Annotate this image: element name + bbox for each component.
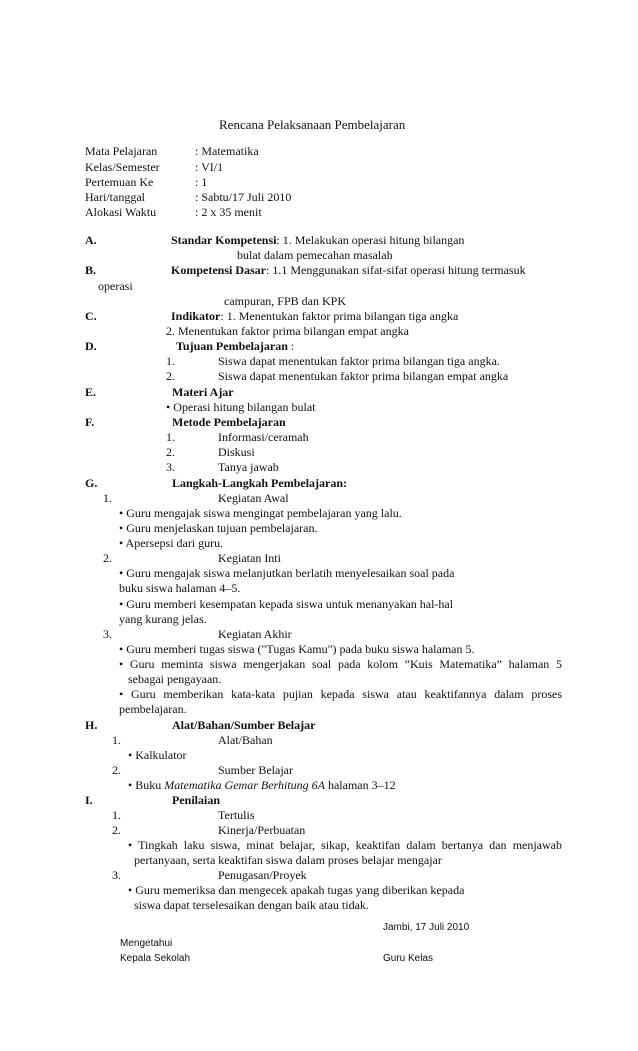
section-g-sub-2: Kegiatan Inti — [218, 551, 281, 565]
date-value: : Sabtu/17 Juli 2010 — [195, 190, 292, 204]
section-f-num-2: 2. — [166, 445, 175, 459]
time-label: Alokasi Waktu — [85, 205, 157, 219]
section-i-sub-2: Kinerja/Perbuatan — [218, 823, 306, 837]
principal-label: Kepala Sekolah — [120, 953, 191, 964]
section-f-item-3: Tanya jawab — [218, 460, 279, 474]
section-f-num-3: 3. — [166, 460, 175, 474]
section-i-sub-1: Tertulis — [218, 808, 255, 822]
section-h-num-2: 2. — [112, 763, 121, 777]
section-h-heading: Alat/Bahan/Sumber Belajar — [172, 718, 316, 732]
section-c-text-2: 2. Menentukan faktor prima bilangan empat angka — [166, 324, 409, 338]
section-g-3d: • Guru memberikan kata-kata pujian kepada siswa atau keaktifannya dalam proses — [119, 687, 562, 701]
class-label: Kelas/Semester — [85, 160, 160, 174]
section-g-2c: • Guru memberi kesempatan kepada siswa untuk menanyakan hal-hal — [119, 597, 454, 611]
section-f-item-2: Diskusi — [218, 445, 255, 459]
book-title: Matematika Gemar Berhitung 6A — [164, 778, 325, 792]
section-a-letter: A. — [85, 233, 97, 247]
section-d-letter: D. — [85, 339, 97, 353]
section-i-heading: Penilaian — [172, 793, 221, 807]
section-i-num-1: 1. — [112, 808, 121, 822]
acknowledged-label: Mengetahui — [120, 938, 173, 949]
time-value: : 2 x 35 menit — [195, 205, 262, 219]
section-f-heading: Metode Pembelajaran — [172, 415, 286, 429]
section-g-3a: • Guru memberi tugas siswa ("Tugas Kamu") pada buku siswa halaman 5. — [119, 642, 475, 656]
section-i-letter: I. — [85, 793, 93, 807]
place-date: Jambi, 17 Juli 2010 — [383, 922, 470, 933]
section-g-num-1: 1. — [103, 491, 112, 505]
section-g-2d: yang kurang jelas. — [119, 612, 207, 626]
section-e-letter: E. — [85, 385, 97, 399]
section-f-letter: F. — [85, 415, 95, 429]
section-g-2b: buku siswa halaman 4–5. — [119, 581, 241, 595]
section-i-sub-3: Penugasan/Proyek — [218, 868, 307, 882]
date-label: Hari/tanggal — [85, 190, 145, 204]
section-g-sub-1: Kegiatan Awal — [218, 491, 289, 505]
section-b-heading: Kompetensi Dasar — [171, 263, 266, 277]
section-c-heading: Indikator — [171, 309, 221, 323]
section-d-item-1: Siswa dapat menentukan faktor prima bilangan tiga angka. — [218, 354, 500, 368]
section-g-heading: Langkah-Langkah Pembelajaran: — [172, 476, 348, 490]
section-f-num-1: 1. — [166, 430, 175, 444]
section-a-line — [171, 233, 464, 247]
section-d-line — [176, 339, 294, 353]
section-i-3a: • Guru memeriksa dan mengecek apakah tugas yang diberikan kepada — [128, 883, 465, 897]
section-h-sub-1: Alat/Bahan — [218, 733, 273, 747]
section-h-letter: H. — [85, 718, 98, 732]
section-g-3b: • Guru meminta siswa mengerjakan soal pada kolom ”Kuis Matematika” halaman 5 — [119, 657, 562, 671]
section-g-letter: G. — [85, 476, 98, 490]
section-h-2a-prefix: • Buku — [128, 778, 165, 792]
section-e-heading: Materi Ajar — [172, 385, 234, 399]
section-i-num-2: 2. — [112, 823, 121, 837]
section-b-text-3: campuran, FPB dan KPK — [224, 294, 346, 308]
section-e-item-1: • Operasi hitung bilangan bulat — [166, 400, 316, 414]
page-title: Rencana Pelaksanaan Pembelajaran — [219, 117, 406, 132]
section-a-text-2: bulat dalam pemecahan masalah — [237, 248, 393, 262]
section-d-colon: : — [287, 339, 295, 353]
section-g-1c: • Apersepsi dari guru. — [119, 536, 224, 550]
section-b-line — [171, 263, 526, 277]
section-g-1b: • Guru menjelaskan tujuan pembelajaran. — [119, 521, 318, 535]
section-f-item-1: Informasi/ceramah — [218, 430, 309, 444]
teacher-label: Guru Kelas — [383, 953, 434, 964]
section-h-sub-2: Sumber Belajar — [218, 763, 293, 777]
section-a-text: : 1. Melakukan operasi hitung bilangan — [276, 233, 465, 247]
section-c-line — [171, 309, 458, 323]
section-b-letter: B. — [85, 263, 97, 277]
section-b-text-2: operasi — [98, 279, 133, 293]
section-g-sub-3: Kegiatan Akhir — [218, 627, 292, 641]
section-d-num-1: 1. — [166, 354, 175, 368]
section-d-item-2: Siswa dapat menentukan faktor prima bilangan empat angka — [218, 369, 509, 383]
section-b-text: : 1.1 Menggunakan sifat-sifat operasi hitung termasuk — [266, 263, 526, 277]
section-g-3c: sebagai pengayaan. — [128, 672, 222, 686]
section-i-2a: • Tingkah laku siswa, minat belajar, sikap, keaktifan dalam bertanya dan menjawab — [128, 838, 562, 852]
section-h-num-1: 1. — [112, 733, 121, 747]
class-value: : VI/1 — [195, 160, 224, 174]
section-a-heading: Standar Kompetensi — [171, 233, 277, 247]
section-c-letter: C. — [85, 309, 97, 323]
section-g-3e: pembelajaran. — [119, 702, 187, 716]
section-d-heading: Tujuan Pembelajaran — [176, 339, 288, 353]
section-g-num-2: 2. — [103, 551, 112, 565]
section-h-2a-suffix: halaman 3–12 — [324, 778, 396, 792]
meeting-value: : 1 — [195, 175, 208, 189]
section-g-num-3: 3. — [103, 627, 112, 641]
section-g-2a: • Guru mengajak siswa melanjutkan berlatih menyelesaikan soal pada — [119, 566, 455, 580]
section-h-1a: • Kalkulator — [128, 748, 187, 762]
subject-label: Mata Pelajaran — [85, 144, 158, 158]
section-i-3b: siswa dapat terselesaikan dengan baik atau tidak. — [134, 898, 369, 912]
meeting-label: Pertemuan Ke — [85, 175, 154, 189]
section-i-2b: pertanyaan, serta keaktifan siswa dalam proses belajar mengajar — [134, 853, 442, 867]
section-h-2a — [128, 778, 396, 792]
section-g-1a: • Guru mengajak siswa mengingat pembelajaran yang lalu. — [119, 506, 402, 520]
section-c-text: : 1. Menentukan faktor prima bilangan tiga angka — [220, 309, 459, 323]
section-d-num-2: 2. — [166, 369, 175, 383]
section-i-num-3: 3. — [112, 868, 121, 882]
subject-value: : Matematika — [195, 144, 259, 158]
